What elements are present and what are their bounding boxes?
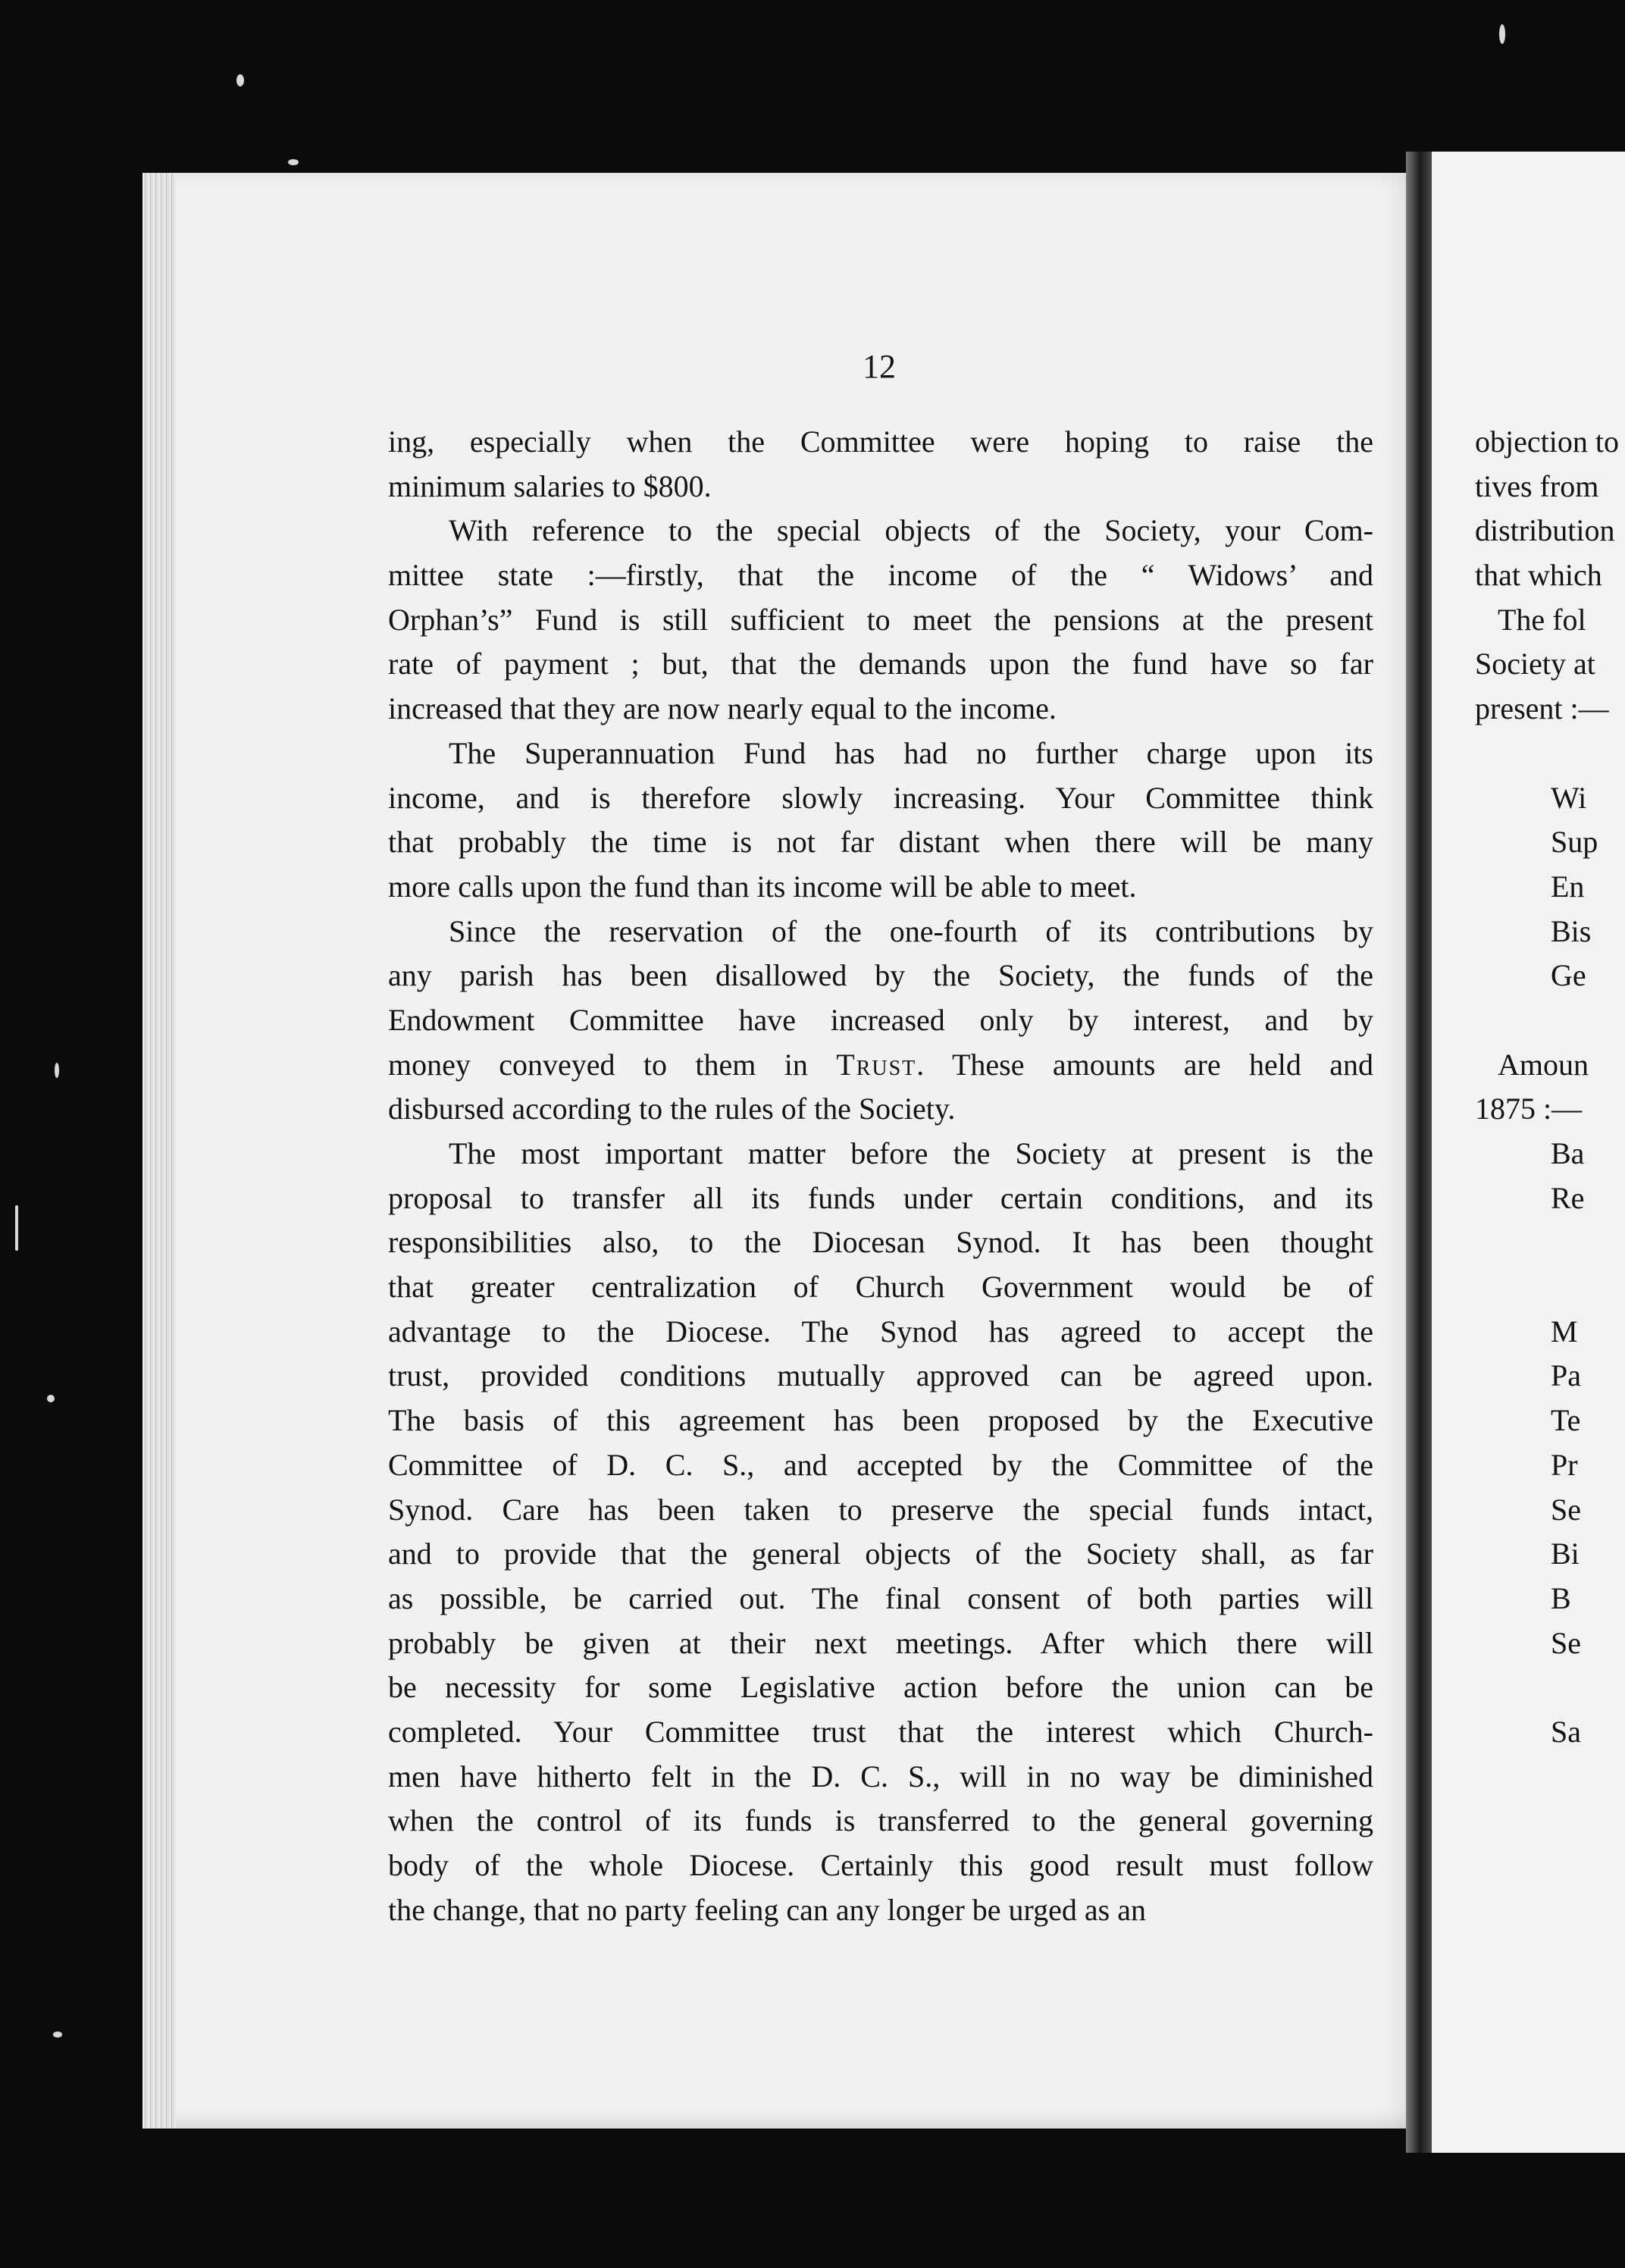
text-line: the change, that no party feeling can any longer be urged as an (388, 1892, 1146, 1927)
text-line: increased that they are now nearly equal to the income. (388, 691, 1057, 726)
paragraph (388, 509, 1373, 731)
scan-speck (15, 1205, 18, 1251)
page-edges (142, 173, 176, 2129)
right-page-fragment: 1875 :— (1475, 1092, 1583, 1126)
right-page-fragment: Sup (1551, 825, 1598, 860)
text-line: income, and is therefore slowly increasing. Your Committee think (388, 780, 1373, 815)
text-line: men have hitherto felt in the D. C. S., will in no way be diminished (388, 1759, 1373, 1793)
scan-speck (1499, 24, 1505, 44)
text-line: completed. Your Committee trust that the interest which Church- (388, 1714, 1373, 1749)
text-line: responsibilities also, to the Diocesan Synod. It has been thought (388, 1225, 1373, 1260)
right-page-fragment: M (1551, 1314, 1578, 1349)
text-line: any parish has been disallowed by the Society, the funds of the (388, 958, 1373, 993)
paragraph (388, 731, 1373, 910)
right-page-fragment: Amoun (1498, 1047, 1589, 1082)
right-page-fragment: Te (1551, 1403, 1581, 1438)
right-page-fragment: Wi (1551, 780, 1587, 815)
right-page-fragment: The fol (1498, 602, 1586, 637)
right-page-fragment: tives from (1475, 468, 1599, 503)
right-page-fragment: Se (1551, 1625, 1581, 1660)
right-page-fragment: present :— (1475, 691, 1609, 726)
scan-speck (55, 1063, 59, 1078)
right-page-fragment (1475, 998, 1625, 1043)
right-page-fragment: Pr (1551, 1447, 1578, 1482)
text-line: With reference to the special objects of the Society, your Com- (449, 513, 1373, 548)
scan-speck (236, 74, 244, 86)
scan-speck (288, 159, 299, 165)
text-line: and to provide that the general objects of the Society shall, as far (388, 1537, 1373, 1571)
scan-speck (53, 2031, 62, 2038)
right-page-fragment: Pa (1551, 1358, 1581, 1393)
right-page-fragment (1475, 1220, 1625, 1265)
text-line: money conveyed to them in Trust. These amounts are held and (388, 1047, 1373, 1082)
text-line: that greater centralization of Church Government would be of (388, 1270, 1373, 1305)
right-page-fragment: that which (1475, 558, 1602, 593)
right-page-fragment (1475, 1665, 1625, 1710)
text-line: advantage to the Diocese. The Synod has agreed to accept the (388, 1314, 1373, 1349)
text-line: Orphan’s” Fund is still sufficient to meet the pensions at the present (388, 602, 1373, 637)
paragraph (388, 1132, 1373, 1932)
right-page-fragment (1475, 1265, 1625, 1310)
right-page-fragment: Re (1551, 1180, 1585, 1215)
right-page-fragment: Se (1551, 1492, 1581, 1527)
text-line: proposal to transfer all its funds under certain conditions, and its (388, 1180, 1373, 1215)
text-line: be necessity for some Legislative action before the union can be (388, 1670, 1373, 1705)
right-page-text (1475, 420, 1625, 1755)
right-page-fragment: distribution (1475, 513, 1615, 548)
right-page-fragment: objection to (1475, 424, 1619, 459)
right-page-fragment: B (1551, 1580, 1571, 1615)
right-page-fragment: Bis (1551, 913, 1592, 948)
right-page-fragment: Ge (1551, 958, 1586, 993)
right-page-fragment: Sa (1551, 1714, 1581, 1749)
paragraph (388, 910, 1373, 1132)
paragraph (388, 420, 1373, 509)
book-gutter (1406, 152, 1432, 2153)
text-line: Synod. Care has been taken to preserve the special funds intact, (388, 1492, 1373, 1527)
text-line: minimum salaries to $800. (388, 468, 712, 503)
right-page-fragment: Bi (1551, 1537, 1580, 1571)
text-line: probably be given at their next meetings. After which there will (388, 1625, 1373, 1660)
text-line: ing, especially when the Committee were hoping to raise the (388, 424, 1373, 459)
right-page-fragment: Society at (1475, 647, 1595, 681)
body-text (388, 420, 1373, 1932)
right-page-fragment: En (1551, 869, 1585, 904)
scan-speck (47, 1395, 55, 1402)
text-line: body of the whole Diocese. Certainly this good result must follow (388, 1848, 1373, 1882)
text-line: Since the reservation of the one-fourth of its contributions by (449, 913, 1373, 948)
text-line: when the control of its funds is transferred to the general governing (388, 1803, 1373, 1838)
text-line: Committee of D. C. S., and accepted by the Committee of the (388, 1447, 1373, 1482)
text-line: as possible, be carried out. The final consent of both parties will (388, 1580, 1373, 1615)
text-line: The basis of this agreement has been proposed by the Executive (388, 1403, 1373, 1438)
text-line: trust, provided conditions mutually approved can be agreed upon. (388, 1358, 1373, 1393)
text-line: that probably the time is not far distant when there will be many (388, 825, 1373, 860)
text-line: The Superannuation Fund has had no further charge upon its (449, 735, 1373, 770)
text-line: more calls upon the fund than its income will be able to meet. (388, 869, 1137, 904)
text-line: disbursed according to the rules of the Society. (388, 1092, 956, 1126)
text-line: mittee state :—firstly, that the income of the “ Widows’ and (388, 558, 1373, 593)
text-line: The most important matter before the Society at present is the (449, 1136, 1373, 1170)
right-page-fragment (1475, 731, 1625, 776)
text-line: rate of payment ; but, that the demands upon the fund have so far (388, 647, 1373, 681)
page-number: 12 (863, 348, 896, 385)
text-line: Endowment Committee have increased only by interest, and by (388, 1002, 1373, 1037)
right-page-fragment: Ba (1551, 1136, 1585, 1170)
